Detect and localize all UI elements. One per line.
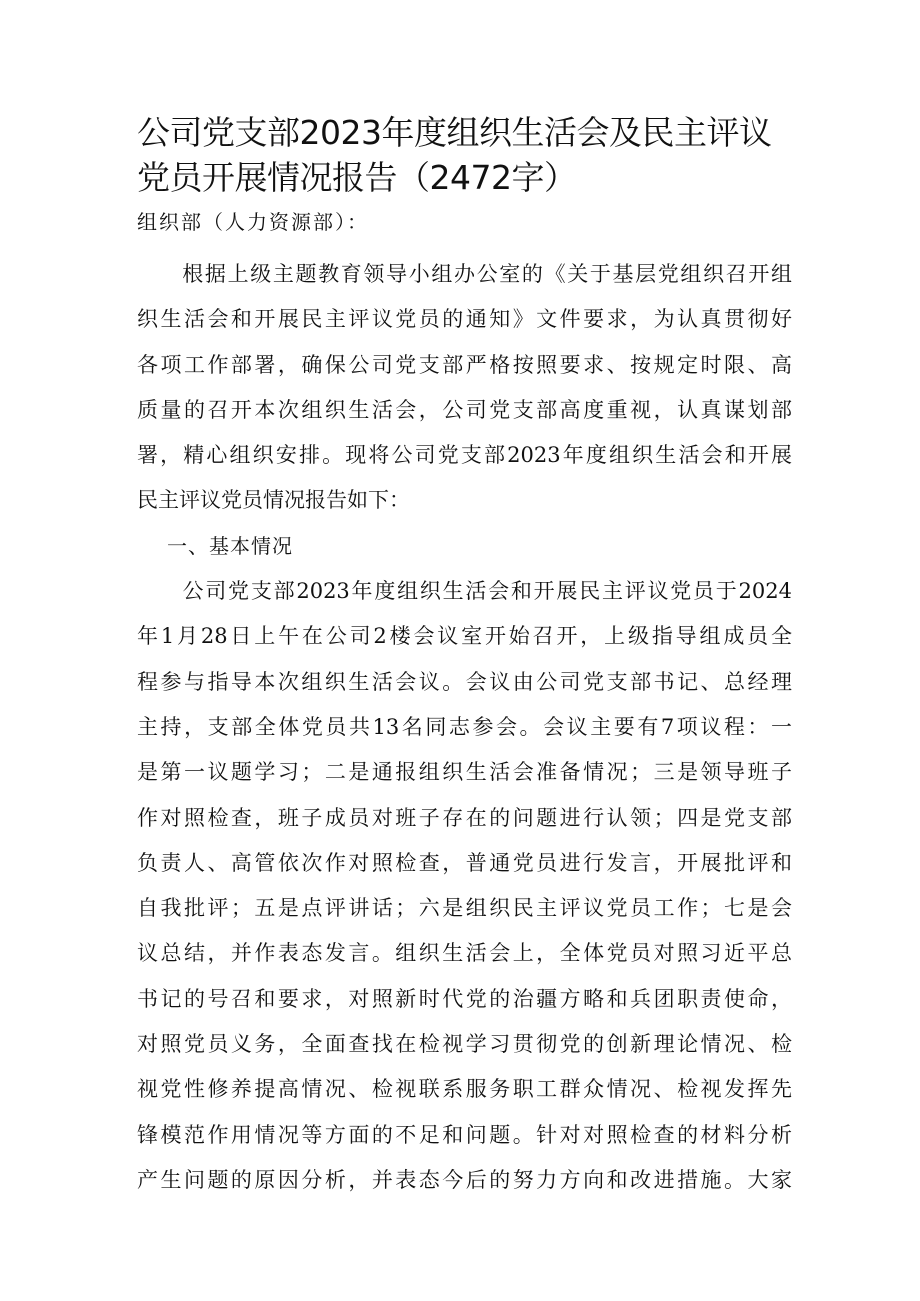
text-line: 锋模范作用情况等方面的不足和问题。针对对照检查的材料分析 xyxy=(137,1122,792,1147)
text-line: 根据上级主题教育领导小组办公室的《关于基层党组织召开组 xyxy=(137,262,792,286)
text-line: 是第一议题学习；二是通报组织生活会准备情况；三是领导班子 xyxy=(137,760,792,785)
text-line: 议总结，并作表态发言。组织生活会上，全体党员对照习近平总 xyxy=(137,941,792,966)
text-line: 年1月28日上午在公司2楼会议室开始召开，上级指导组成员全 xyxy=(137,624,792,649)
document-body xyxy=(137,252,792,1203)
text-line: 织生活会和开展民主评议党员的通知》文件要求，为认真贯彻好 xyxy=(137,307,792,332)
text-line: 质量的召开本次组织生活会，公司党支部高度重视，认真谋划部 xyxy=(137,397,792,422)
section-heading xyxy=(137,524,792,569)
document-title xyxy=(137,110,797,200)
title-line-1: 公司党支部2023年度组织生活会及民主评议 xyxy=(137,113,772,152)
text-line: 各项工作部署，确保公司党支部严格按照要求、按规定时限、高 xyxy=(137,352,792,377)
text-line: 主持，支部全体党员共13名同志参会。会议主要有7项议程：一 xyxy=(137,714,792,739)
text-line: 自我批评；五是点评讲话；六是组织民主评议党员工作；七是会 xyxy=(137,896,792,921)
text-line: 程参与指导本次组织生活会议。会议由公司党支部书记、总经理 xyxy=(137,669,792,694)
text-line: 民主评议党员情况报告如下： xyxy=(137,488,410,513)
text-line: 负责人、高管依次作对照检查，普通党员进行发言，开展批评和 xyxy=(137,850,792,875)
title-line-2: 党员开展情况报告（2472字） xyxy=(137,158,577,197)
text-line: 公司党支部2023年度组织生活会和开展民主评议党员于2024 xyxy=(137,579,792,604)
text-line: 视党性修养提高情况、检视联系服务职工群众情况、检视发挥先 xyxy=(137,1077,792,1102)
text-line: 作对照检查，班子成员对班子存在的问题进行认领；四是党支部 xyxy=(137,805,792,830)
text-line: 书记的号召和要求，对照新时代党的治疆方略和兵团职责使命， xyxy=(137,986,792,1011)
text-line: 产生问题的原因分析，并表态今后的努力方向和改进措施。大家 xyxy=(137,1167,792,1192)
section-heading-text: 一、基本情况 xyxy=(167,533,293,558)
paragraph-intro xyxy=(137,252,792,524)
text-line: 署，精心组织安排。现将公司党支部2023年度组织生活会和开展 xyxy=(137,443,792,468)
paragraph-basic-situation xyxy=(137,569,792,1203)
text-line: 对照党员义务，全面查找在检视学习贯彻党的创新理论情况、检 xyxy=(137,1032,792,1057)
salutation: 组织部（人力资源部）： xyxy=(137,210,369,234)
